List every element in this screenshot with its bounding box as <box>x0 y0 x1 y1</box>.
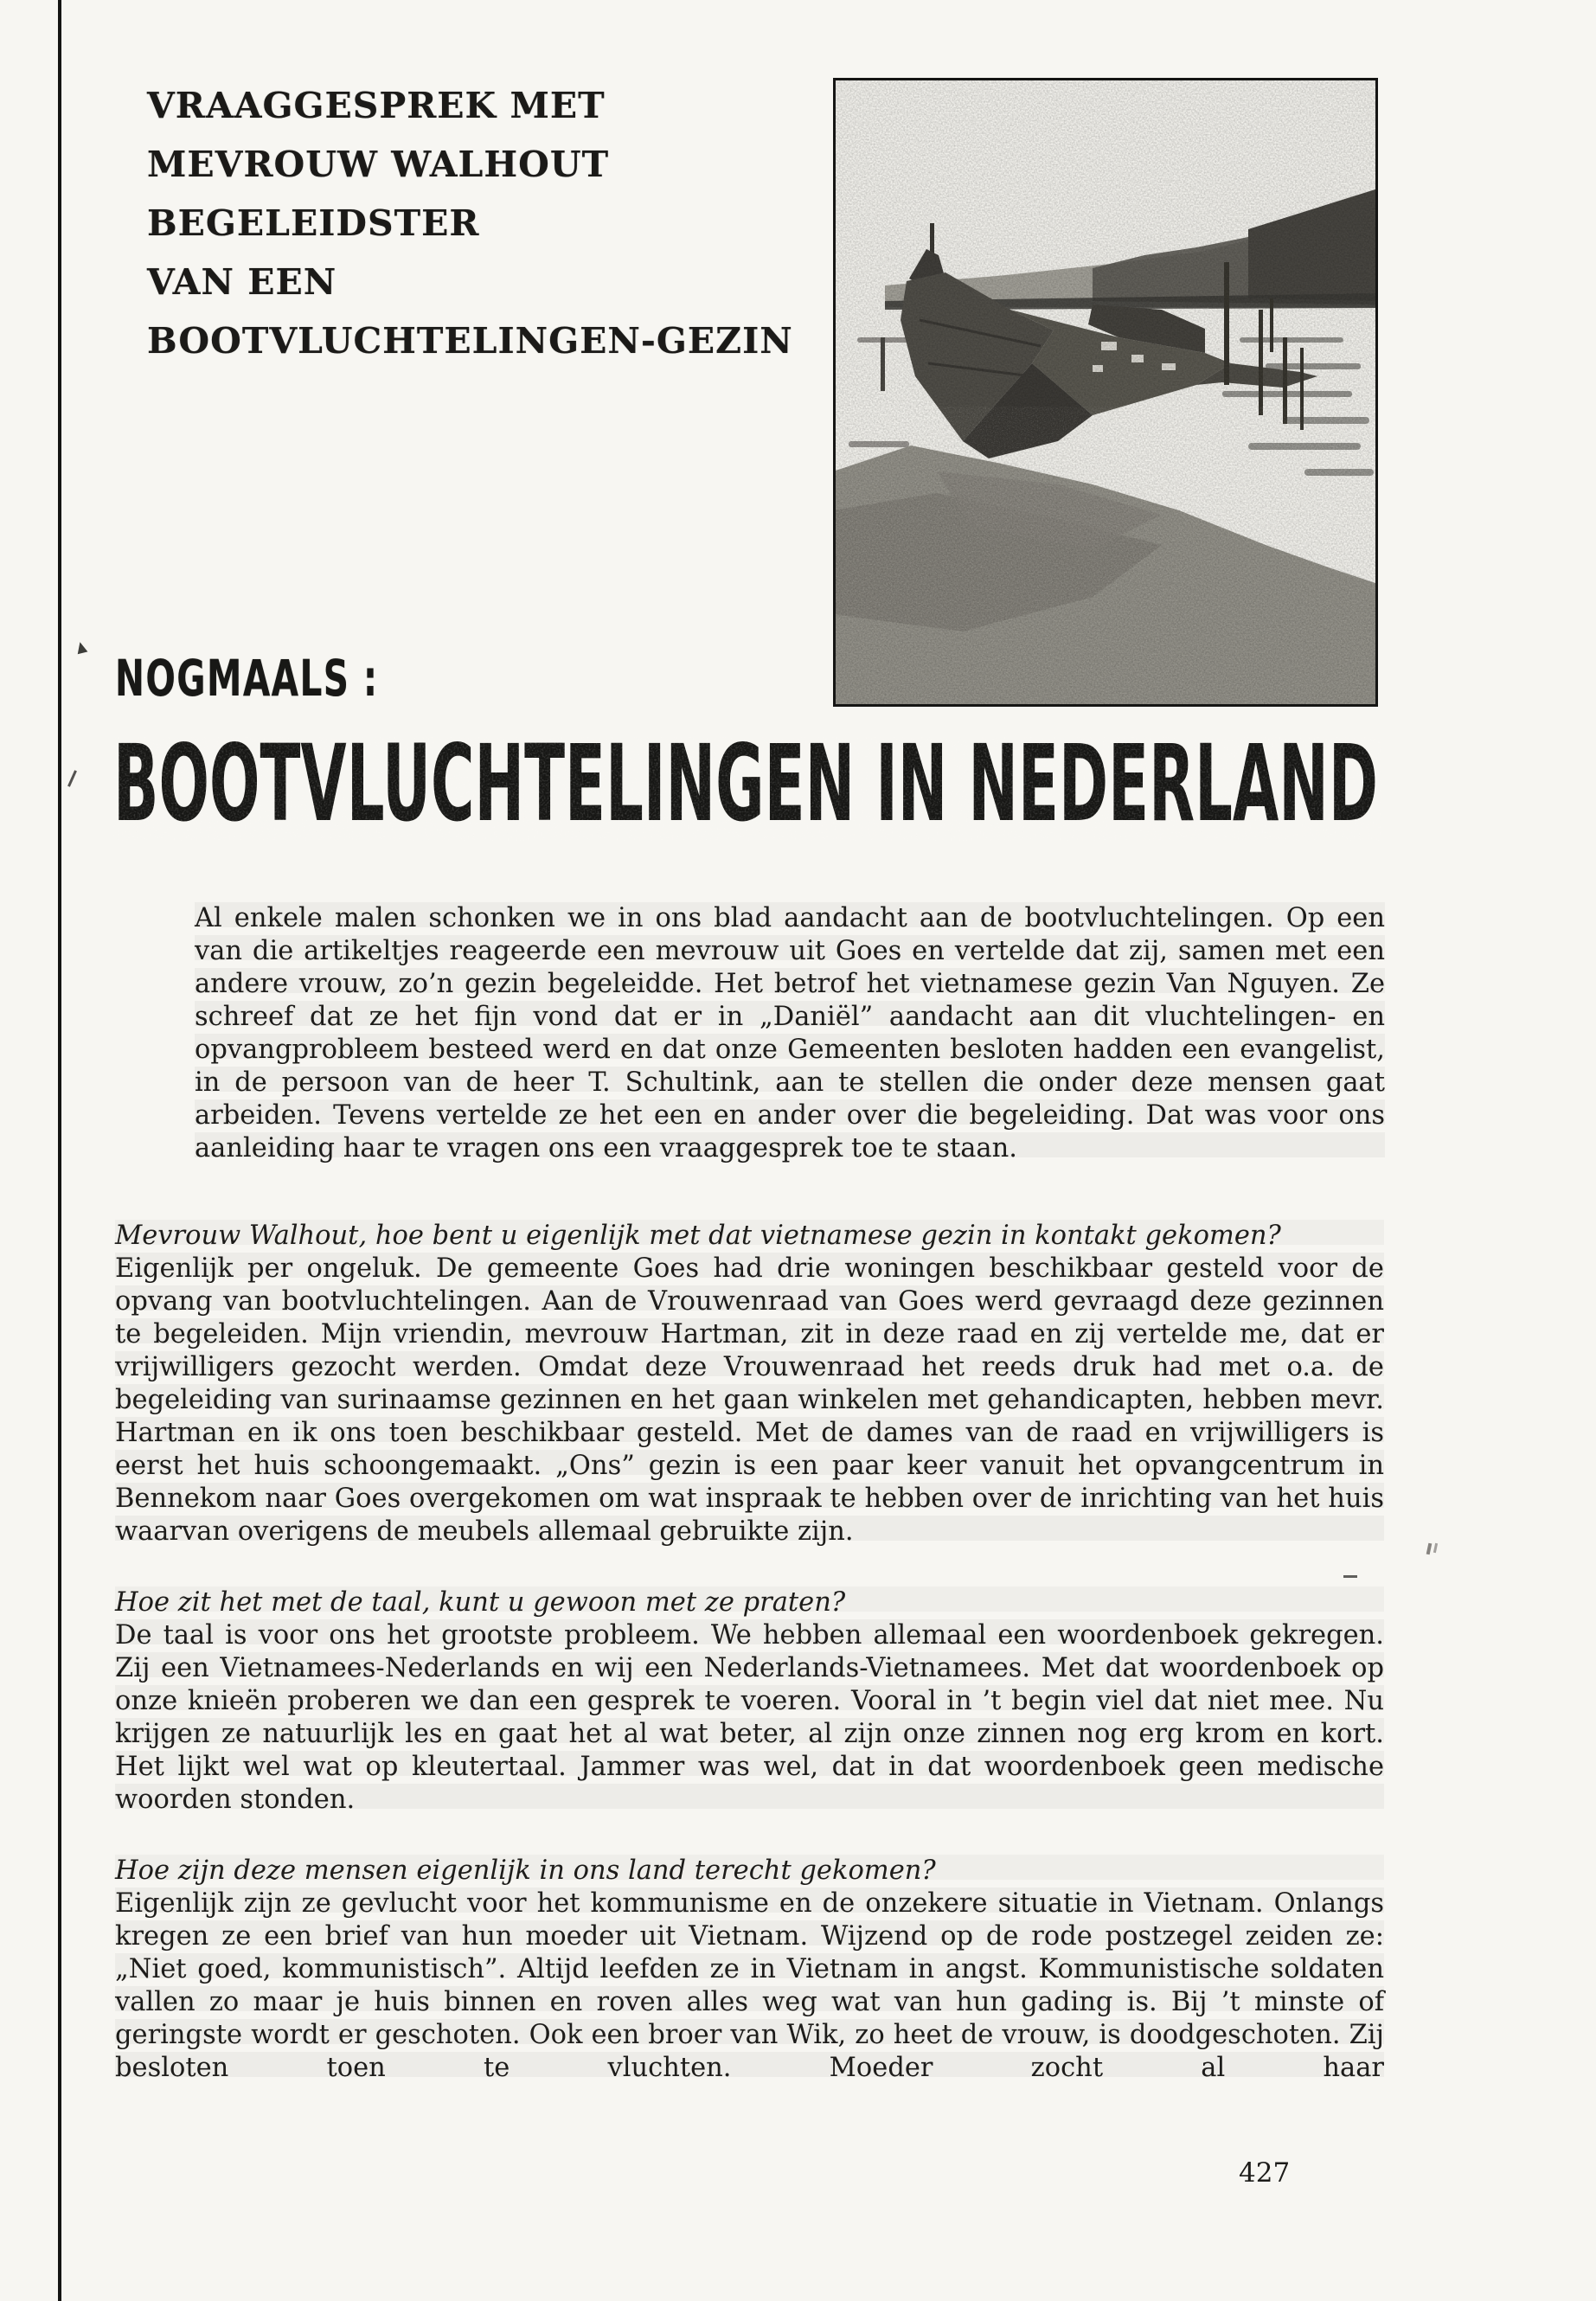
article-headline-svg <box>113 737 1381 841</box>
scan-mark-dash <box>1343 1575 1357 1578</box>
interview-question: Hoe zijn deze mensen eigenlijk in ons land terecht gekomen? <box>115 1855 1384 1888</box>
intro-paragraph: Al enkele malen schonken we in ons blad aandacht aan de bootvluchtelingen. Op een van die artikeltjes reageerde een mevrouw uit Goes en vertelde dat zij, samen met een andere vrouw, zo’n gezin begeleidde. Het betrof het vietnamese gezin Van Nguyen. Ze schreef dat ze het fijn vond dat er in „Daniël” aandacht aan dit vluchtelingen- en opvangprobleem besteed werd en dat onze Gemeenten besloten hadden een evangelist, in de persoon van de heer T. Schultink, aan te stellen die onder deze mensen gaat arbeiden. Tevens vertelde ze het een en ander over die begeleiding. Dat was voor ons aanleiding haar te vragen ons een vraaggesprek toe te staan. <box>195 902 1385 1163</box>
scan-mark-speck <box>1433 1543 1438 1553</box>
interview-answer: Eigenlijk per ongeluk. De gemeente Goes had drie woningen beschikbaar gesteld voor de opvang van bootvluchtelingen. Aan de Vrouwenraad van Goes werd gevraagd deze gezinnen te begeleiden. Mijn vriendin, mevrouw Hartman, zit in deze raad en zij vertelde me, dat er vrijwilligers gezocht werden. Omdat deze Vrouwenraad het reeds druk had met o.a. de begeleiding van surinaamse gezinnen en het gaan winkelen met gehandicapten, hebben mevr. Hartman en ik ons toen beschikbaar gesteld. Met de dames van de raad en vrijwilligers is eerst het huis schoongemaakt. „Ons” gezin is een paar keer vanuit het opvangcentrum in Bennekom naar Goes overgekomen om wat inspraak te hebben over de inrichting van het huis waarvan overigens de meubels allemaal gebruikte zijn. <box>115 1253 1384 1547</box>
boat-wreck-photo <box>833 78 1378 707</box>
scan-mark-speck <box>1426 1543 1433 1555</box>
scan-mark-triangle <box>75 641 88 655</box>
kicker-heading <box>147 76 793 370</box>
interview-answer: De taal is voor ons het grootste probleem. We hebben allemaal een woordenboek gekregen. Zij een Vietnamees-Nederlands en wij een Nederlands-Vietnamees. Met dat woordenboek op onze knieën proberen we dan een gesprek te voeren. Vooral in ’t begin viel dat niet mee. Nu krijgen ze natuurlijk les en gaat het al wat beter, al zijn onze zinnen nog erg krom en kort. Het lijkt wel wat op kleutertaal. Jammer was wel, dat in dat woordenboek geen medische woorden stonden. <box>115 1620 1384 1815</box>
kicker-line: BEGELEIDSTER <box>147 202 480 244</box>
kicker-line: MEVROUW WALHOUT <box>147 144 610 185</box>
page-number: 427 <box>1239 2157 1291 2189</box>
interview-article <box>115 1220 1384 2085</box>
kicker-line: VRAAGGESPREK MET <box>147 85 606 126</box>
interview-question: Mevrouw Walhout, hoe bent u eigenlijk met dat vietnamese gezin in kontakt gekomen? <box>115 1220 1384 1253</box>
kicker-line: BOOTVLUCHTELINGEN-GEZIN <box>147 320 793 362</box>
scan-mark-slash <box>67 770 77 786</box>
section-overline: NOGMAALS : <box>115 649 379 708</box>
interview-answer: Eigenlijk zijn ze gevlucht voor het kommunisme en de onzekere situatie in Vietnam. Onlangs kregen ze een brief van hun moeder uit Vietnam. Wijzend op de rode postzegel zeiden ze: „Niet goed, kommunistisch”. Altijd leefden ze in Vietnam in angst. Kommunistische soldaten vallen zo maar je huis binnen en roven alles weg wat van hun gading is. Bij ’t minste of geringste wordt er geschoten. Ook een broer van Wik, zo heet de vrouw, is doodgeschoten. Zij besloten toen te vluchten. Moeder zocht al haar <box>115 1888 1384 2083</box>
binding-line <box>58 0 61 2301</box>
interview-question: Hoe zit het met de taal, kunt u gewoon met ze praten? <box>115 1586 1384 1619</box>
kicker-line: VAN EEN <box>147 261 337 303</box>
